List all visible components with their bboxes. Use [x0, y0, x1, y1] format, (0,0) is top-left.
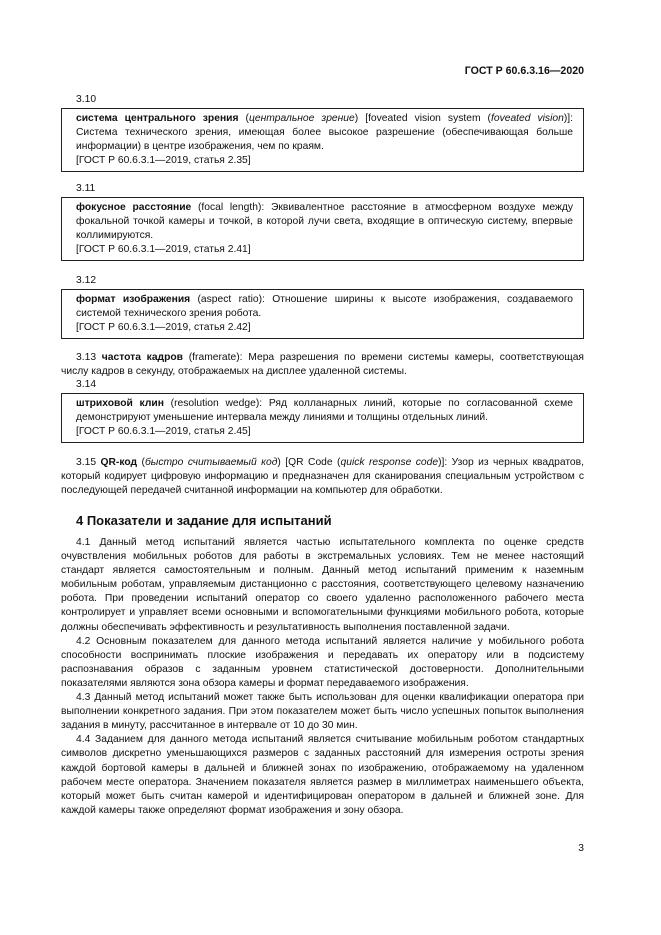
term-number-3-12: 3.12 [76, 275, 97, 286]
page-number: 3 [578, 843, 584, 854]
term-source: [ГОСТ Р 60.6.3.1—2019, статья 2.45] [76, 426, 251, 438]
term-name: фокусное расстояние [76, 202, 192, 213]
term-entry-3-10 [61, 108, 584, 172]
term-source: [ГОСТ Р 60.6.3.1—2019, статья 2.35] [76, 155, 251, 167]
term-number-3-10: 3.10 [76, 94, 97, 105]
term-source: [ГОСТ Р 60.6.3.1—2019, статья 2.41] [76, 244, 251, 256]
document-code: ГОСТ Р 60.6.3.16—2020 [464, 65, 584, 77]
section-title: 4 Показатели и задание для испытаний [76, 513, 332, 528]
term-definition: формат изображения (aspect ratio): Отношение ширины к высоте изображения, создаваемого системой технического зрения робота. [76, 294, 573, 320]
term-number: 3.15 [76, 457, 97, 468]
term-synonym: центральное зрение [248, 113, 355, 124]
term-definition: фокусное расстояние (focal length): Эквивалентное расстояние в атмосферном воздухе между фокальной точкой камеры и точкой, в которой лучи света, входящие в оптическую систему, впервые коллимируются. [76, 202, 573, 242]
paragraph-4-4: 4.4 Заданием для данного метода испытаний является считывание мобильным роботом стандартных символов дискретно уменьшающихся размеров с заданных расстояний для измерения остроты зрения каждой бортовой камеры в дальней и ближней зонах по изображению, отображаемому на удаленном рабочем месте оператора. Значением показателя является размер в миллиметрах наименьшего объекта, который может быть считан камерой и идентифицирован оператором в дальней и ближней зоне. Для каждой камеры также определяют формат изображения и зону обзора. [61, 734, 584, 816]
term-definition: система центрального зрения (центральное зрение) [foveated vision system (foveated vision)]: Система технического зрения, имеющая более высокое разрешение (обеспечивающая больше информации) в центре изображения, чем по краям. [76, 113, 573, 153]
term-name: QR-код [100, 457, 138, 468]
term-number-3-14: 3.14 [76, 379, 97, 390]
paragraph-4-2: 4.2 Основным показателем для данного метода испытаний является наличие у мобильного робота способности воспринимать плоские изображения и передавать их оператору или в подсистему распознавания образов с заданным уровнем статистической достоверности. Дополнительными показателями являются зона обзора камеры и формат передаваемого изображения. [61, 635, 584, 689]
term-source: [ГОСТ Р 60.6.3.1—2019, статья 2.42] [76, 322, 251, 334]
term-name: частота кадров [101, 352, 184, 363]
term-name: система центрального зрения [76, 113, 239, 124]
term-name: формат изображения [76, 294, 191, 305]
term-entry-3-12 [61, 289, 584, 339]
paragraph-4-1: 4.1 Данный метод испытаний является частью испытательного комплекта по оценке средств очувствления мобильных роботов для работы в экстремальных условиях. Тем не менее настоящий стандарт является самостоятельным и полным. Данный метод испытаний применим к наземным мобильным роботам, управляемым дистанционно с расстояния, соответствующего целевому назначению робота. При проведении испытаний оператор со своего удаленно расположенного рабочего места контролирует и управляет всеми основными и вспомогательными функциями мобильного робота, которые должны обеспечивать эффективность и результативность выполнения поставленной задачи. [61, 537, 584, 633]
term-number-3-11: 3.11 [76, 183, 96, 194]
term-english-italic: quick response code [340, 457, 439, 468]
section-4-body [61, 536, 584, 818]
term-name: штриховой клин [76, 398, 164, 409]
term-entry-3-14 [61, 393, 584, 443]
term-entry-3-15: 3.15 QR-код (быстро считываемый код) [QR Code (quick response code)]: Узор из черных квадратов, который кодирует цифровую информацию и предназначен для сканирования специальным устройством с последующей передачей считанной информации на компьютер для обработки. [61, 457, 584, 497]
term-number: 3.13 [76, 352, 97, 363]
term-synonym: быстро считываемый код [144, 457, 278, 468]
paragraph-4-3: 4.3 Данный метод испытаний может также быть использован для оценки квалификации оператора при выполнении конкретного задания. При этом показателем может быть число успешных попыток выполнения задания в минуту, рассчитанное в интервале от 10 до 30 мин. [61, 692, 584, 732]
term-entry-3-13: 3.13 частота кадров (framerate): Мера разрешения по времени системы камеры, соответствующая числу кадров в секунду, отображаемых на дисплее удаленной системы. [61, 352, 584, 378]
term-definition: штриховой клин (resolution wedge): Ряд колланарных линий, которые по согласованной схеме демонстрируют уменьшение интервала между линиями и толщины отдельных линий. [76, 398, 573, 424]
term-entry-3-11 [61, 197, 584, 261]
term-english-italic: foveated vision [490, 113, 564, 124]
